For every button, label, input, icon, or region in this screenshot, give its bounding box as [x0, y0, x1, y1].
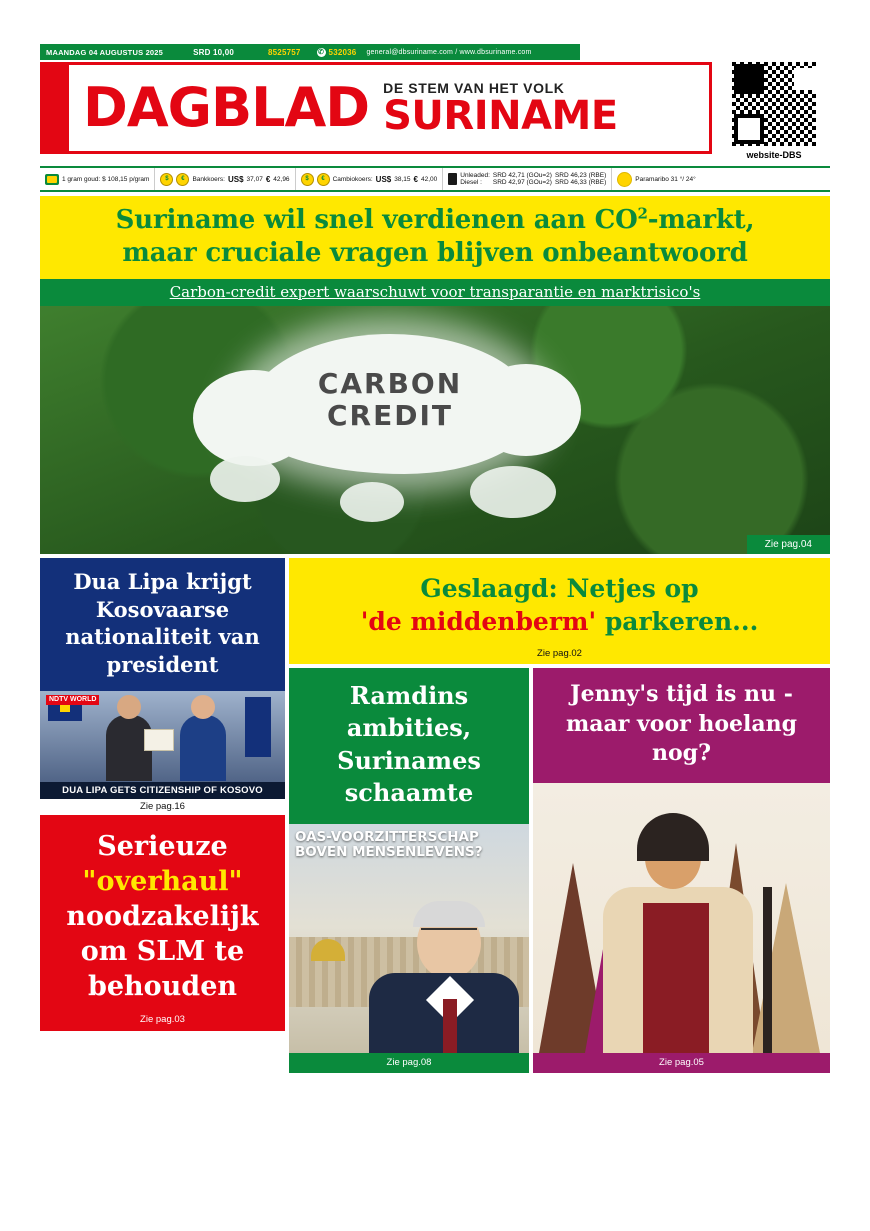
staff-icon: [763, 887, 772, 1053]
geslaagd-line1: Geslaagd: Netjes op: [420, 574, 699, 603]
hero-image-carbon-credit: [40, 306, 830, 554]
certificate-icon: [144, 729, 174, 751]
cambio-rate-label: Cambiokoers:: [332, 175, 373, 183]
geslaagd-line1b: parkeren...: [596, 607, 759, 636]
lead-subheadline: Carbon-credit expert waarschuwt voor transparantie en marktrisico's: [40, 279, 830, 306]
hero-text-line1: CARBON: [317, 367, 463, 400]
sun-icon: [617, 172, 632, 187]
email-website: general@dbsuriname.com / www.dbsuriname.com: [366, 48, 532, 56]
bank-rate: [155, 168, 295, 190]
fuel-prices: [443, 168, 612, 190]
whatsapp-number: 532036: [328, 47, 357, 57]
bank-eur-value: 42,96: [273, 175, 290, 183]
ramdin-photo: [289, 824, 529, 1054]
slm-quoted: "overhaul": [82, 865, 243, 897]
bank-rate-label: Bankkoers:: [192, 175, 225, 183]
cambio-usd-label: US$: [375, 174, 392, 184]
lead-headline: [50, 204, 820, 269]
weather: [612, 168, 700, 190]
geslaagd-page-ref[interactable]: Zie pag.02: [289, 644, 830, 664]
right-columns: [289, 558, 830, 1073]
fuel-labels: [460, 172, 490, 187]
masthead-red-block: [43, 65, 69, 151]
masthead-row: [40, 62, 830, 160]
fuel-diesel-label: Diesel :: [460, 179, 482, 186]
usd-coin-icon: $: [160, 173, 173, 186]
usd-coin-icon: $: [301, 173, 314, 186]
cambio-eur-value: 42,00: [420, 175, 438, 183]
ndtv-badge: NDTV WORLD: [46, 695, 99, 705]
lead-headline-line1b: -markt,: [647, 205, 755, 235]
phone-number: 8525757: [268, 47, 301, 57]
bank-eur-label: €: [265, 174, 271, 184]
person-president: [180, 715, 226, 781]
publication-date: MAANDAG 04 AUGUSTUS 2025: [46, 47, 164, 57]
fuel-rbe-unleaded: SRD 46,23 (RBE): [554, 171, 607, 179]
slm-line2: noodzakelijk om SLM te behouden: [66, 901, 259, 1003]
masthead-text-stack: [383, 80, 618, 139]
hero-overlay-text: [245, 368, 535, 432]
fuel-pump-icon: [448, 173, 457, 185]
ramdin-photo-title: OAS-VOORZITTERSCHAP BOVEN MENSENLEVENS?: [295, 828, 483, 861]
newspaper-title: DAGBLAD: [83, 76, 370, 139]
slm-line1: Serieuze: [97, 830, 228, 862]
fuel-unleaded-value: SRD 42,71 (GOu=2): [492, 171, 552, 179]
jenny-page-ref[interactable]: Zie pag.05: [533, 1053, 830, 1073]
cloud-puff: [340, 482, 404, 522]
bottom-row: [289, 668, 830, 1073]
geslaagd-block: [289, 558, 830, 664]
jenny-illustration: [533, 783, 830, 1053]
figure-dress: [643, 903, 709, 1053]
flag-banner-icon: [245, 697, 271, 757]
cloud-puff: [470, 466, 556, 518]
ramdin-column: [289, 668, 529, 1073]
dua-lipa-photo: [40, 691, 285, 799]
masthead: [40, 62, 712, 154]
lead-headline-line2: maar cruciale vragen blijven onbeantwoord: [122, 237, 748, 268]
lower-grid: [40, 558, 830, 1073]
qr-block: [718, 62, 830, 160]
qr-label: website-DBS: [746, 150, 802, 160]
slm-headline[interactable]: [40, 815, 285, 1014]
fuel-unleaded-label: Unleaded:: [460, 171, 490, 179]
phone-icon: ✆: [318, 48, 325, 56]
lead-page-ref[interactable]: Zie pag.04: [747, 535, 830, 554]
dua-lipa-headline[interactable]: Dua Lipa krijgt Kosovaarse nationaliteit van president: [40, 558, 285, 691]
dua-lipa-photo-caption: DUA LIPA GETS CITIZENSHIP OF KOSOVO: [40, 782, 285, 799]
cambio-usd-value: 38,15: [394, 175, 411, 183]
left-column: [40, 558, 285, 1073]
whatsapp-contact: [317, 48, 357, 57]
eur-coin-icon: €: [317, 173, 330, 186]
glasses-icon: [653, 853, 695, 865]
portrait-hair: [413, 901, 485, 927]
rates-strip: [40, 166, 830, 192]
gold-bar-icon: [45, 174, 59, 185]
lead-headline-block: [40, 196, 830, 279]
lead-headline-sup: 2: [637, 204, 648, 223]
slm-page-ref[interactable]: Zie pag.03: [40, 1014, 285, 1031]
fuel-diesel-value: SRD 42,97 (GOu=2): [492, 179, 552, 186]
ramdin-page-ref[interactable]: Zie pag.08: [289, 1053, 529, 1073]
newspaper-subtitle: SURINAME: [383, 93, 618, 139]
cambio-eur-label: €: [413, 174, 418, 184]
cambio-rate: [296, 168, 444, 190]
qr-code-icon[interactable]: [732, 62, 816, 146]
fuel-gou-values: [493, 172, 552, 187]
ramdin-headline[interactable]: Ramdins ambities, Surinames schaamte: [289, 668, 529, 824]
geslaagd-accent: 'de middenberm': [360, 607, 597, 636]
cloud-puff: [210, 456, 280, 502]
lead-headline-line1: Suriname wil snel verdienen aan CO: [115, 205, 638, 235]
hero-text-line2: CREDIT: [327, 399, 453, 433]
glasses-icon: [421, 928, 477, 941]
fuel-rbe-diesel: SRD 46,33 (RBE): [554, 179, 607, 186]
geslaagd-headline-box[interactable]: [289, 558, 830, 644]
eur-coin-icon: €: [176, 173, 189, 186]
jenny-headline[interactable]: Jenny's tijd is nu - maar voor hoelang nog?: [533, 668, 830, 783]
dua-lipa-page-ref[interactable]: Zie pag.16: [40, 799, 285, 815]
portrait-tie: [443, 999, 457, 1053]
newspaper-tagline: DE STEM VAN HET VOLK: [383, 80, 565, 96]
bank-usd-label: US$: [227, 174, 244, 184]
jenny-column: [533, 668, 830, 1073]
gold-rate-text: 1 gram goud: $ 108,15 p/gram: [62, 175, 150, 183]
gold-rate: [40, 168, 155, 190]
bank-usd-value: 37,07: [246, 175, 263, 183]
weather-text: Paramaribo 31 °/ 24°: [635, 175, 696, 183]
cover-price: SRD 10,00: [193, 47, 234, 57]
geslaagd-headline: [297, 572, 822, 638]
fuel-rbe-values: [555, 172, 606, 187]
top-info-bar: [40, 44, 580, 60]
